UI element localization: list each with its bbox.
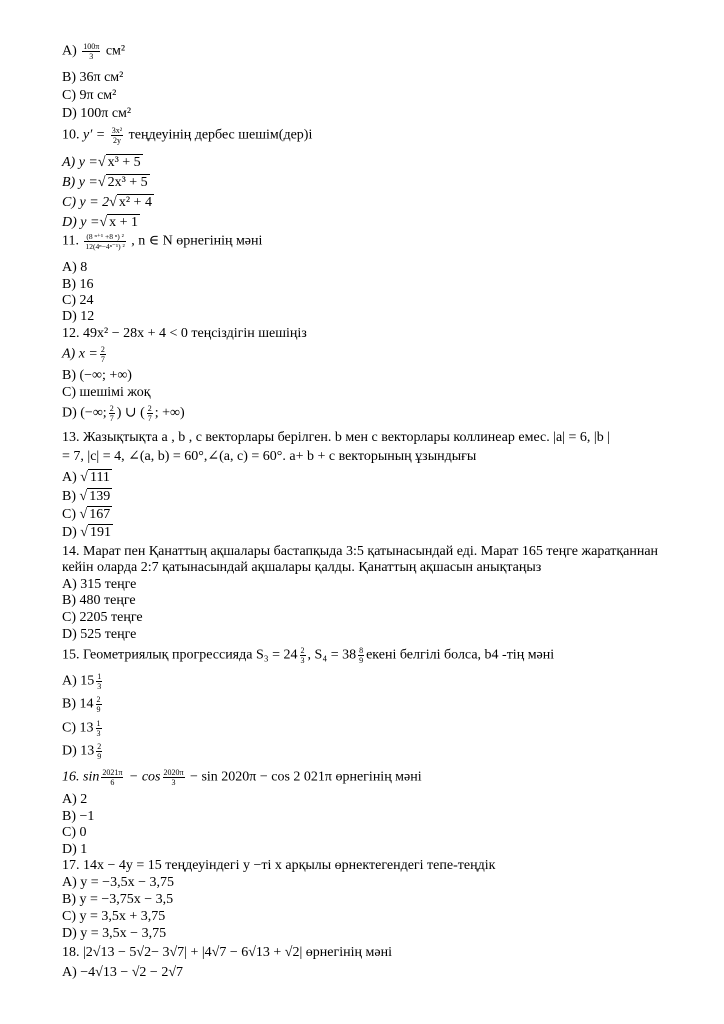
q13-stem-line1: 13. Жазықтықта a , b , c векторлары берілген. b мен c векторлары коллинеар емес. |a| = 6, |b |	[62, 430, 611, 445]
q9-option-c: C) 9π см²	[62, 88, 117, 103]
q15-option-c: C) 13 $\frac{1}{3}$	[62, 719, 101, 738]
q15-option-d: D) 13 $\frac{2}{9}$	[62, 742, 102, 761]
q12-option-a: A) x = $\frac{2}{7}$	[62, 345, 105, 364]
option-label: A)	[62, 43, 77, 59]
q11-option-a: A) 8	[62, 260, 88, 275]
q12-option-b: B) (−∞; +∞)	[62, 368, 132, 383]
q14-option-b: B) 480 теңге	[62, 593, 136, 608]
q12-option-c: C) шешімі жоқ	[62, 385, 151, 400]
q16-stem: 16. sin $\frac{2021\pi}{6}$ − cos $\frac{2020\pi}{3}$ − sin 2020π − cos 2 021π өрнегінің мәні	[62, 768, 422, 787]
q13-option-d: D) √ 191	[62, 525, 111, 540]
q13-stem-line2: = 7, |c| = 4, ∠(a, b) = 60°,∠(a, c) = 60°. a+ b + c векторының ұзындығы	[62, 449, 477, 464]
q15-option-b: B) 14 $\frac{2}{9}$	[62, 695, 101, 714]
q14-option-c: C) 2205 теңге	[62, 610, 143, 625]
q17-stem: 17. 14x − 4y = 15 теңдеуіндегі y −ті x арқылы өрнектегендегі тепе-теңдік	[62, 858, 496, 873]
q9-option-d: D) 100π см²	[62, 106, 132, 121]
q13-option-c: C) √ 167	[62, 507, 111, 522]
q16-option-d: D) 1	[62, 842, 88, 857]
q15-option-a: A) 15 $\frac{1}{3}$	[62, 672, 102, 691]
q17-option-a: A) y = −3,5x − 3,75	[62, 875, 174, 890]
q10-option-b: B) y =√ 2x³ + 5	[62, 175, 148, 190]
q10-option-c: C) y = 2√ x² + 4	[62, 195, 152, 210]
q9-option-a	[62, 42, 125, 61]
q14-option-a: A) 315 теңге	[62, 577, 137, 592]
q16-option-b: B) −1	[62, 809, 95, 824]
q18-stem: 18. |2√13 − 5√2− 3√7| + |4√7 − 6√13 + √2| өрнегінің мәні	[62, 945, 392, 960]
q9-option-b: B) 36π см²	[62, 70, 124, 85]
q12-stem: 12. 49x² − 28x + 4 < 0 теңсіздігін шешіңіз	[62, 326, 307, 341]
q16-option-c: C) 0	[62, 825, 87, 840]
q11-option-b: B) 16	[62, 277, 94, 292]
q14-option-d: D) 525 теңге	[62, 627, 137, 642]
q12-option-d: D) (−∞; $\frac{2}{7}$ ) ∪ ( $\frac{2}{7}$ ; +∞)	[62, 404, 185, 423]
q11-option-d: D) 12	[62, 309, 95, 324]
q16-option-a: A) 2	[62, 792, 88, 807]
q18-option-a: A) −4√13 − √2 − 2√7	[62, 965, 184, 980]
q17-option-d: D) y = 3,5x − 3,75	[62, 926, 167, 941]
q14-stem-line2: кейін оларда 2:7 қатынасындай ақшалары қалды. Қанаттың ақшасын анықтаңыз	[62, 560, 542, 575]
q13-option-a: A) √ 111	[62, 470, 110, 485]
fraction: $\frac{100\pi}{3}$	[83, 42, 100, 61]
q15-stem: 15. Геометриялық прогрессияда S₃ = 24 $\frac{2}{3}$ , S₄ = 38 $\frac{8}{9}$ екені белгілі болса, b4 -тің мәні	[62, 646, 555, 665]
q11-stem: 11. $\frac{\text{(8 ⁿ⁺¹ +8 ⁿ) ²}}{\text{12(4ⁿ−4ⁿ⁻¹) ²}}$ , n ∈ N өрнегінің мәні	[62, 232, 263, 251]
q17-option-c: C) y = 3,5x + 3,75	[62, 909, 166, 924]
q11-option-c: C) 24	[62, 293, 94, 308]
q10-option-a: A) y =√ x³ + 5	[62, 155, 141, 170]
q17-option-b: B) y = −3,75x − 3,5	[62, 892, 174, 907]
q14-stem-line1: 14. Марат пен Қанаттың ақшалары бастапқыда 3:5 қатынасындай еді. Марат 165 теңге жаратқаннан	[62, 544, 659, 559]
q10-option-d: D) y =√ x + 1	[62, 215, 139, 230]
q13-option-b: B) √ 139	[62, 489, 111, 504]
unit: см²	[105, 43, 126, 59]
q10-stem: 10. y′ = $\frac{\text{3x²}}{2y}$ теңдеуінің дербес шешім(дер)і	[62, 126, 313, 145]
